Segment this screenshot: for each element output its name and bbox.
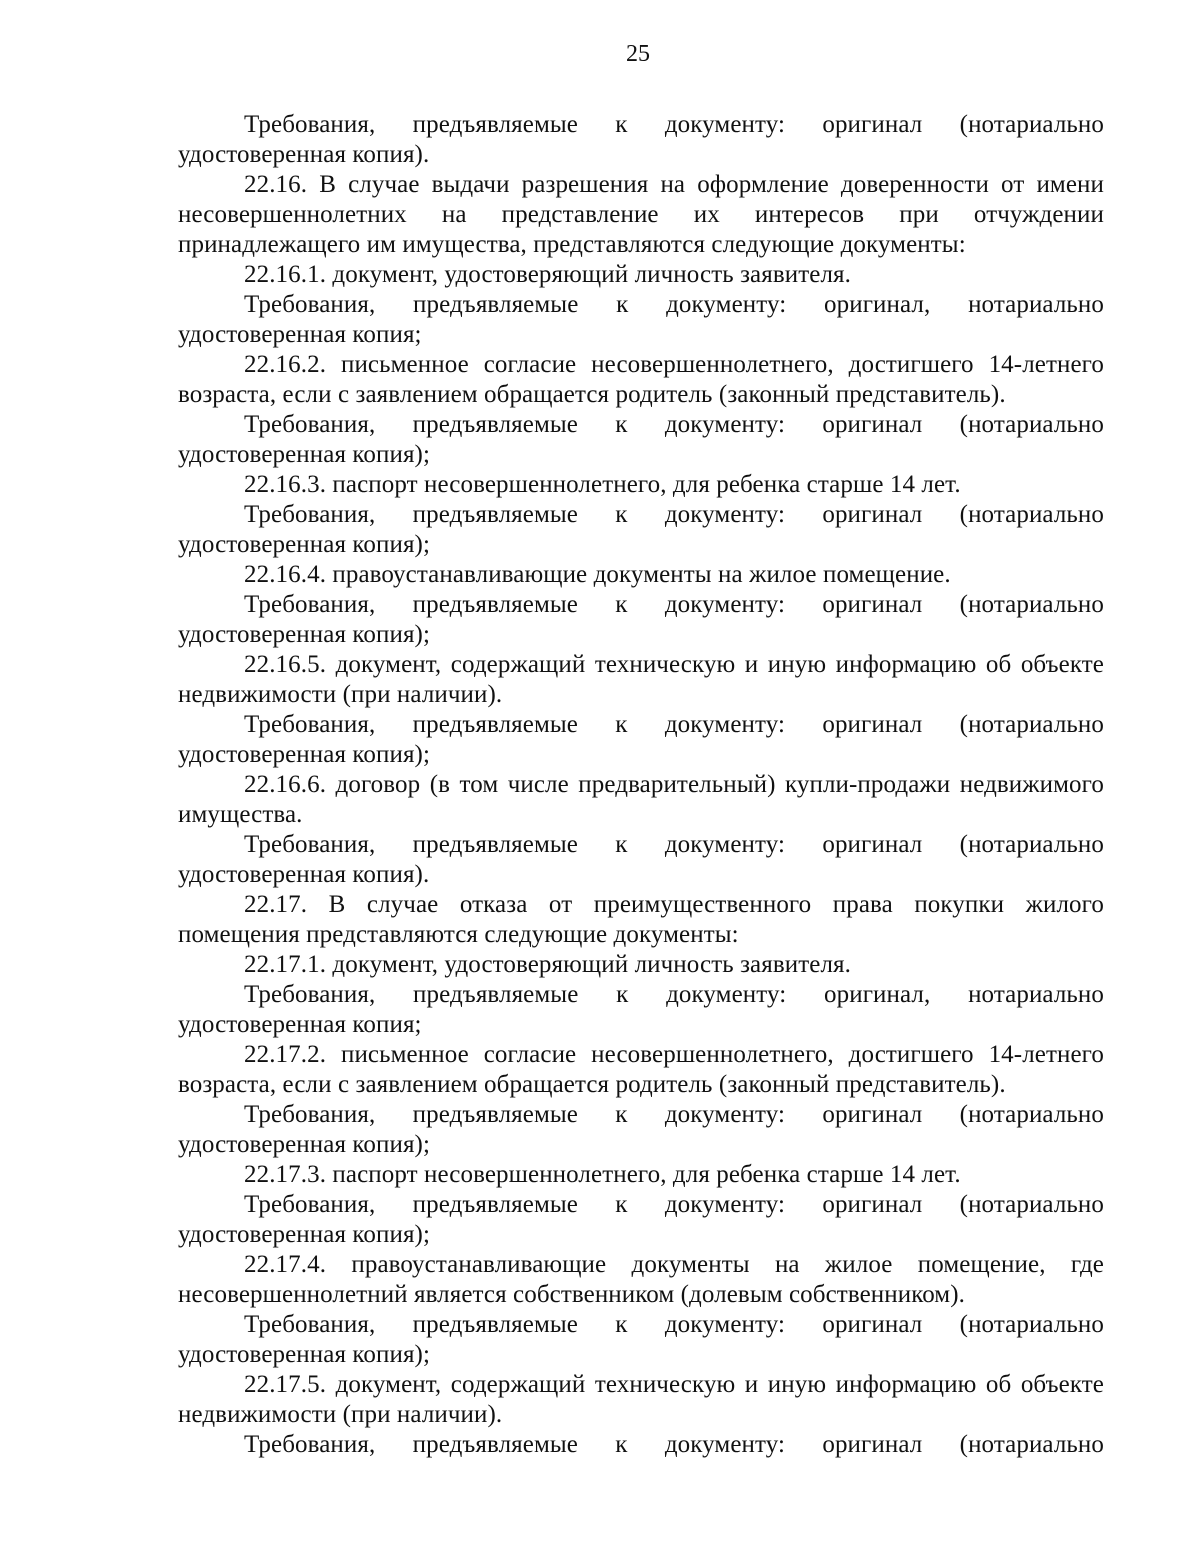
paragraph-requirements: Требования, предъявляемые к документу: оригинал (нотариально удостоверенная копия); xyxy=(178,1191,1104,1248)
paragraph-22-16-1: 22.16.1. документ, удостоверяющий личность заявителя. xyxy=(244,261,851,288)
paragraph-22-16-6: 22.16.6. договор (в том числе предварительный) купли-продажи недвижимого имущества. xyxy=(178,771,1104,828)
paragraph-requirements: Требования, предъявляемые к документу: оригинал (нотариально удостоверенная копия); xyxy=(178,1101,1104,1158)
paragraph-22-16-3: 22.16.3. паспорт несовершеннолетнего, для ребенка старше 14 лет. xyxy=(244,471,961,498)
paragraph-22-16-2: 22.16.2. письменное согласие несовершеннолетнего, достигшего 14-летнего возраста, если с заявлением обращается родитель (законный представитель). xyxy=(178,351,1104,408)
page-number: 25 xyxy=(626,41,650,67)
paragraph-requirements: Требования, предъявляемые к документу: оригинал (нотариально xyxy=(244,1431,1104,1458)
paragraph-requirements: Требования, предъявляемые к документу: оригинал (нотариально удостоверенная копия); xyxy=(178,411,1104,468)
paragraph-requirements: Требования, предъявляемые к документу: оригинал (нотариально удостоверенная копия). xyxy=(178,111,1104,168)
paragraph-requirements: Требования, предъявляемые к документу: оригинал (нотариально удостоверенная копия); xyxy=(178,711,1104,768)
paragraph-22-17-4: 22.17.4. правоустанавливающие документы на жилое помещение, где несовершеннолетний является собственником (долевым собственником). xyxy=(178,1251,1104,1308)
paragraph-requirements: Требования, предъявляемые к документу: оригинал, нотариально удостоверенная копия; xyxy=(178,291,1104,348)
paragraph-22-17-1: 22.17.1. документ, удостоверяющий личность заявителя. xyxy=(244,951,851,978)
document-body xyxy=(178,110,1104,1460)
paragraph-22-17-5: 22.17.5. документ, содержащий техническую и иную информацию об объекте недвижимости (при наличии). xyxy=(178,1371,1104,1428)
paragraph-22-16: 22.16. В случае выдачи разрешения на оформление доверенности от имени несовершеннолетних на представление их интересов при отчуждении принадлежащего им имущества, представляются следующие документы: xyxy=(178,171,1104,258)
paragraph-requirements: Требования, предъявляемые к документу: оригинал (нотариально удостоверенная копия); xyxy=(178,1311,1104,1368)
paragraph-22-17-3: 22.17.3. паспорт несовершеннолетнего, для ребенка старше 14 лет. xyxy=(244,1161,961,1188)
paragraph-requirements: Требования, предъявляемые к документу: оригинал (нотариально удостоверенная копия); xyxy=(178,501,1104,558)
paragraph-22-17: 22.17. В случае отказа от преимущественного права покупки жилого помещения представляются следующие документы: xyxy=(178,891,1104,948)
paragraph-22-16-5: 22.16.5. документ, содержащий техническую и иную информацию об объекте недвижимости (при наличии). xyxy=(178,651,1104,708)
paragraph-requirements: Требования, предъявляемые к документу: оригинал, нотариально удостоверенная копия; xyxy=(178,981,1104,1038)
paragraph-22-16-4: 22.16.4. правоустанавливающие документы на жилое помещение. xyxy=(244,561,951,588)
paragraph-22-17-2: 22.17.2. письменное согласие несовершеннолетнего, достигшего 14-летнего возраста, если с заявлением обращается родитель (законный представитель). xyxy=(178,1041,1104,1098)
paragraph-requirements: Требования, предъявляемые к документу: оригинал (нотариально удостоверенная копия); xyxy=(178,591,1104,648)
paragraph-requirements: Требования, предъявляемые к документу: оригинал (нотариально удостоверенная копия). xyxy=(178,831,1104,888)
